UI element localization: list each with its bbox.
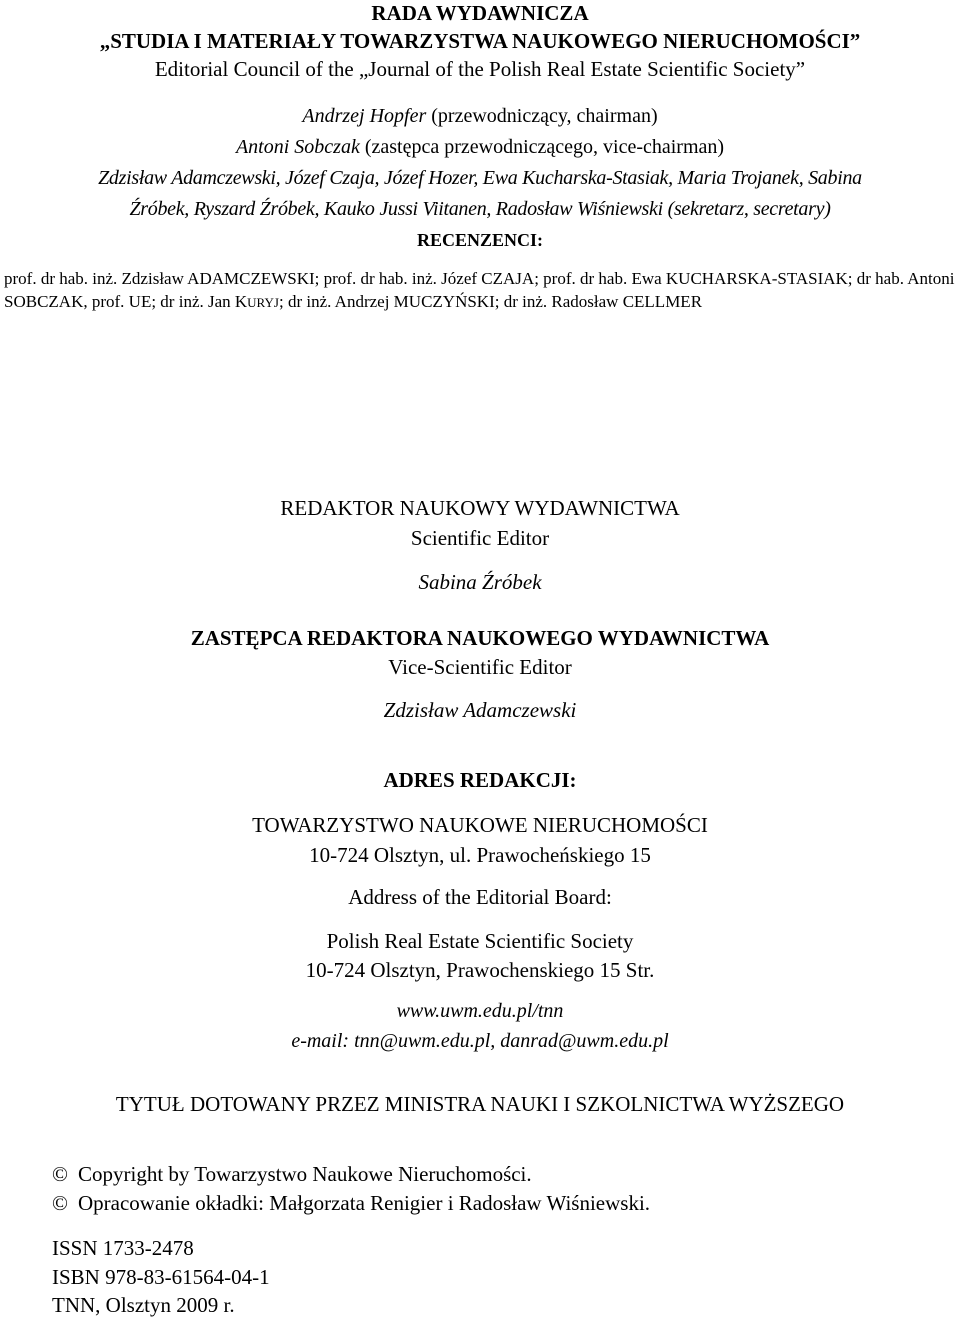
members-line-1: Zdzisław Adamczewski, Józef Czaja, Józef Hozer, Ewa Kucharska-Stasiak, Maria Trojanek, Sabina	[98, 167, 862, 189]
chairman-role: (przewodniczący, chairman)	[426, 105, 658, 127]
scientific-editor-title: REDAKTOR NAUKOWY WYDAWNICTWA	[280, 496, 680, 520]
funding-note: TYTUŁ DOTOWANY PRZEZ MINISTRA NAUKI I SZKOLNICTWA WYŻSZEGO	[115, 1092, 845, 1116]
council-title: RADA WYDAWNICZA	[371, 1, 589, 25]
copyright-icon: ©	[52, 1162, 68, 1186]
council-members	[0, 101, 960, 225]
journal-title-pl: „STUDIA I MATERIAŁY TOWARZYSTWA NAUKOWEGO NIERUCHOMOŚCI”	[99, 29, 861, 53]
isbn: ISBN 978-83-61564-04-1	[52, 1265, 270, 1289]
scientific-editor-name: Sabina Źróbek	[418, 570, 542, 594]
address-city-en: 10-724 Olsztyn, Prawochenskiego 15 Str.	[305, 958, 655, 982]
chairman-name: Andrzej Hopfer	[302, 105, 427, 127]
council-title-en: Editorial Council of the „Journal of the Polish Real Estate Scientific Society”	[154, 57, 806, 81]
vice-chairman-line	[0, 132, 960, 163]
website-link[interactable]: www.uwm.edu.pl/tnn	[396, 1000, 564, 1022]
issn: ISSN 1733-2478	[52, 1236, 194, 1260]
vice-chairman-name: Antoni Sobczak	[235, 136, 360, 158]
members-line-2: Źróbek, Ryszard Źróbek, Kauko Jussi Viitanen, Radosław Wiśniewski (sekretarz, secretary)	[129, 198, 831, 220]
email-link[interactable]: e-mail: tnn@uwm.edu.pl, danrad@uwm.edu.pl	[291, 1030, 669, 1052]
address-org-pl: TOWARZYSTWO NAUKOWE NIERUCHOMOŚCI	[252, 813, 708, 837]
address-city-pl: 10-724 Olsztyn, ul. Prawocheńskiego 15	[309, 843, 651, 867]
vice-editor-title-en: Vice-Scientific Editor	[388, 655, 572, 679]
reviewers-text-smallcaps: URYJ	[247, 295, 279, 310]
cover-credit-line	[52, 1191, 960, 1216]
publisher-imprint: TNN, Olsztyn 2009 r.	[52, 1293, 235, 1317]
vice-editor-title: ZASTĘPCA REDAKTORA NAUKOWEGO WYDAWNICTWA	[190, 626, 770, 650]
copyright-text: Copyright by Towarzystwo Naukowe Nieruchomości.	[78, 1162, 532, 1186]
address-title: ADRES REDAKCJI:	[383, 768, 577, 792]
copyright-line	[52, 1162, 960, 1187]
chairman-line	[0, 101, 960, 132]
scientific-editor-title-en: Scientific Editor	[410, 526, 550, 550]
address-label-en: Address of the Editorial Board:	[348, 885, 612, 909]
cover-credit-text: Opracowanie okładki: Małgorzata Renigier i Radosław Wiśniewski.	[78, 1191, 651, 1215]
address-org-en: Polish Real Estate Scientific Society	[326, 929, 634, 953]
copyright-icon: ©	[52, 1191, 68, 1215]
reviewers-text-a: prof. dr hab. inż. Zdzisław ADAMCZEWSKI; prof. dr hab. inż. Józef CZAJA; prof. dr hab. Ewa KUCHARSKA-STASIAK; dr hab. Antoni SOBCZAK, prof. UE; dr inż. Jan K	[4, 269, 955, 311]
vice-chairman-role: (zastępca przewodniczącego, vice-chairman)	[359, 136, 725, 158]
reviewers-list	[4, 267, 956, 314]
vice-editor-name: Zdzisław Adamczewski	[383, 698, 577, 722]
reviewers-title: RECENZENCI:	[416, 230, 544, 250]
reviewers-text-b: ; dr inż. Andrzej MUCZYŃSKI; dr inż. Radosław CELLMER	[278, 292, 703, 311]
